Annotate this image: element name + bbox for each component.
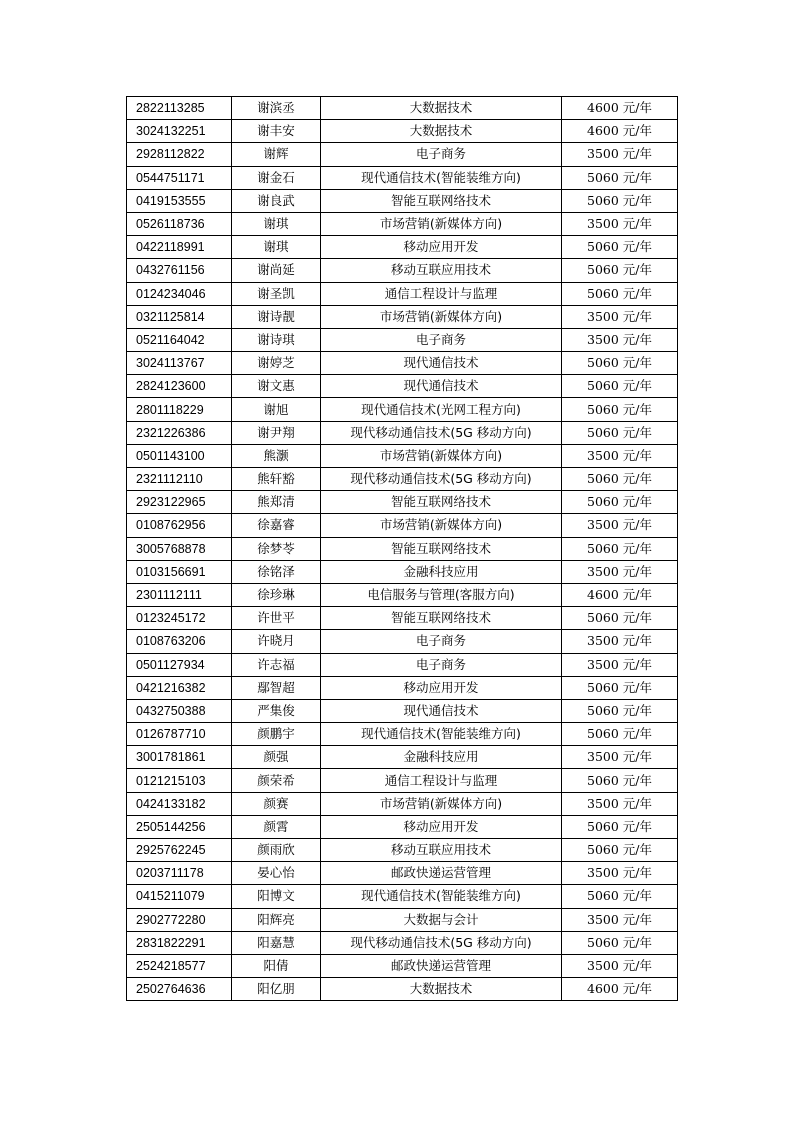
major-cell: 现代通信技术(智能装维方向) (321, 723, 562, 746)
student-name-cell: 谢滨丞 (232, 97, 321, 120)
tuition-fee-cell: 3500 元/年 (562, 746, 678, 769)
student-id-cell: 0126787710 (127, 723, 232, 746)
major-cell: 现代通信技术 (321, 699, 562, 722)
table-row (127, 375, 678, 398)
major-cell: 市场营销(新媒体方向) (321, 212, 562, 235)
major-cell: 现代通信技术(智能装维方向) (321, 166, 562, 189)
student-name-cell: 颜鹏宇 (232, 723, 321, 746)
student-id-cell: 3024113767 (127, 352, 232, 375)
student-name-cell: 谢丰安 (232, 120, 321, 143)
student-name-cell: 许世平 (232, 607, 321, 630)
student-id-cell: 0103156691 (127, 560, 232, 583)
major-cell: 智能互联网络技术 (321, 491, 562, 514)
student-name-cell: 谢金石 (232, 166, 321, 189)
student-name-cell: 谢尚延 (232, 259, 321, 282)
table-row (127, 769, 678, 792)
table-row (127, 421, 678, 444)
major-cell: 移动应用开发 (321, 676, 562, 699)
table-row (127, 97, 678, 120)
major-cell: 现代通信技术 (321, 352, 562, 375)
major-cell: 现代移动通信技术(5G 移动方向) (321, 931, 562, 954)
major-cell: 移动互联应用技术 (321, 259, 562, 282)
table-row (127, 746, 678, 769)
student-id-cell: 0108762956 (127, 514, 232, 537)
student-id-cell: 2902772280 (127, 908, 232, 931)
student-id-cell: 2301112111 (127, 583, 232, 606)
table-row (127, 328, 678, 351)
student-id-cell: 0544751171 (127, 166, 232, 189)
tuition-fee-cell: 3500 元/年 (562, 305, 678, 328)
tuition-fee-cell: 5060 元/年 (562, 375, 678, 398)
major-cell: 移动应用开发 (321, 236, 562, 259)
student-name-cell: 徐珍琳 (232, 583, 321, 606)
table-row (127, 630, 678, 653)
table-row (127, 398, 678, 421)
major-cell: 大数据技术 (321, 120, 562, 143)
student-id-cell: 2505144256 (127, 815, 232, 838)
major-cell: 电子商务 (321, 328, 562, 351)
major-cell: 智能互联网络技术 (321, 607, 562, 630)
student-id-cell: 0501143100 (127, 444, 232, 467)
tuition-fee-cell: 5060 元/年 (562, 537, 678, 560)
student-name-cell: 阳嘉慧 (232, 931, 321, 954)
table-row (127, 607, 678, 630)
table-row (127, 120, 678, 143)
major-cell: 金融科技应用 (321, 746, 562, 769)
tuition-fee-cell: 5060 元/年 (562, 491, 678, 514)
major-cell: 邮政快递运营管理 (321, 862, 562, 885)
student-id-cell: 2502764636 (127, 978, 232, 1001)
student-id-cell: 0526118736 (127, 212, 232, 235)
table-row (127, 885, 678, 908)
major-cell: 市场营销(新媒体方向) (321, 305, 562, 328)
table-row (127, 560, 678, 583)
tuition-fee-cell: 3500 元/年 (562, 328, 678, 351)
table-row (127, 978, 678, 1001)
student-name-cell: 许晓月 (232, 630, 321, 653)
student-name-cell: 颜强 (232, 746, 321, 769)
student-name-cell: 徐梦苓 (232, 537, 321, 560)
student-id-cell: 2928112822 (127, 143, 232, 166)
student-name-cell: 阳亿朋 (232, 978, 321, 1001)
tuition-fee-cell: 3500 元/年 (562, 212, 678, 235)
student-id-cell: 0421216382 (127, 676, 232, 699)
student-id-cell: 0203711178 (127, 862, 232, 885)
major-cell: 电信服务与管理(客服方向) (321, 583, 562, 606)
student-name-cell: 熊灏 (232, 444, 321, 467)
tuition-fee-cell: 4600 元/年 (562, 978, 678, 1001)
student-id-cell: 0415211079 (127, 885, 232, 908)
student-id-cell: 3001781861 (127, 746, 232, 769)
major-cell: 现代通信技术(智能装维方向) (321, 885, 562, 908)
student-name-cell: 谢圣凯 (232, 282, 321, 305)
tuition-fee-cell: 5060 元/年 (562, 839, 678, 862)
student-name-cell: 阳倩 (232, 954, 321, 977)
tuition-fee-cell: 5060 元/年 (562, 421, 678, 444)
major-cell: 智能互联网络技术 (321, 189, 562, 212)
student-fee-table (126, 96, 678, 1001)
student-id-cell: 2321226386 (127, 421, 232, 444)
tuition-fee-cell: 5060 元/年 (562, 398, 678, 421)
tuition-fee-cell: 5060 元/年 (562, 166, 678, 189)
table-row (127, 954, 678, 977)
student-name-cell: 鄢智超 (232, 676, 321, 699)
student-id-cell: 0521164042 (127, 328, 232, 351)
table-row (127, 908, 678, 931)
major-cell: 通信工程设计与监理 (321, 769, 562, 792)
major-cell: 市场营销(新媒体方向) (321, 514, 562, 537)
student-id-cell: 3005768878 (127, 537, 232, 560)
table-row (127, 189, 678, 212)
table-row (127, 166, 678, 189)
major-cell: 现代通信技术(光网工程方向) (321, 398, 562, 421)
table-row (127, 491, 678, 514)
tuition-fee-cell: 3500 元/年 (562, 630, 678, 653)
tuition-fee-cell: 5060 元/年 (562, 352, 678, 375)
student-id-cell: 0422118991 (127, 236, 232, 259)
tuition-fee-cell: 5060 元/年 (562, 189, 678, 212)
student-name-cell: 谢琪 (232, 212, 321, 235)
table-row (127, 931, 678, 954)
major-cell: 大数据与会计 (321, 908, 562, 931)
table-row (127, 862, 678, 885)
tuition-fee-cell: 3500 元/年 (562, 560, 678, 583)
major-cell: 移动应用开发 (321, 815, 562, 838)
major-cell: 电子商务 (321, 630, 562, 653)
student-name-cell: 颜荣希 (232, 769, 321, 792)
student-name-cell: 徐铭泽 (232, 560, 321, 583)
tuition-fee-cell: 3500 元/年 (562, 143, 678, 166)
major-cell: 市场营销(新媒体方向) (321, 444, 562, 467)
student-name-cell: 谢辉 (232, 143, 321, 166)
student-name-cell: 谢琪 (232, 236, 321, 259)
table-row (127, 792, 678, 815)
student-name-cell: 谢诗靓 (232, 305, 321, 328)
student-id-cell: 2321112110 (127, 468, 232, 491)
student-name-cell: 谢旭 (232, 398, 321, 421)
major-cell: 电子商务 (321, 143, 562, 166)
student-name-cell: 许志福 (232, 653, 321, 676)
major-cell: 大数据技术 (321, 97, 562, 120)
major-cell: 市场营销(新媒体方向) (321, 792, 562, 815)
student-name-cell: 严集俊 (232, 699, 321, 722)
tuition-fee-cell: 5060 元/年 (562, 282, 678, 305)
student-name-cell: 颜霄 (232, 815, 321, 838)
table-row (127, 236, 678, 259)
table-row (127, 143, 678, 166)
major-cell: 电子商务 (321, 653, 562, 676)
table-row (127, 468, 678, 491)
student-name-cell: 谢尹翔 (232, 421, 321, 444)
table-row (127, 676, 678, 699)
table-row (127, 212, 678, 235)
student-id-cell: 2925762245 (127, 839, 232, 862)
tuition-fee-cell: 5060 元/年 (562, 676, 678, 699)
table-body (127, 97, 678, 1001)
tuition-fee-cell: 3500 元/年 (562, 792, 678, 815)
major-cell: 金融科技应用 (321, 560, 562, 583)
student-name-cell: 阳博文 (232, 885, 321, 908)
tuition-fee-cell: 5060 元/年 (562, 468, 678, 491)
tuition-fee-cell: 4600 元/年 (562, 97, 678, 120)
major-cell: 现代移动通信技术(5G 移动方向) (321, 421, 562, 444)
student-name-cell: 徐嘉睿 (232, 514, 321, 537)
major-cell: 现代移动通信技术(5G 移动方向) (321, 468, 562, 491)
student-id-cell: 0321125814 (127, 305, 232, 328)
table-row (127, 723, 678, 746)
student-id-cell: 0432750388 (127, 699, 232, 722)
student-id-cell: 3024132251 (127, 120, 232, 143)
table-row (127, 259, 678, 282)
student-id-cell: 2524218577 (127, 954, 232, 977)
student-id-cell: 0432761156 (127, 259, 232, 282)
student-name-cell: 晏心怡 (232, 862, 321, 885)
student-id-cell: 2923122965 (127, 491, 232, 514)
table-row (127, 839, 678, 862)
tuition-fee-cell: 5060 元/年 (562, 931, 678, 954)
student-id-cell: 2831822291 (127, 931, 232, 954)
tuition-fee-cell: 3500 元/年 (562, 862, 678, 885)
student-id-cell: 0419153555 (127, 189, 232, 212)
tuition-fee-cell: 3500 元/年 (562, 954, 678, 977)
student-id-cell: 0123245172 (127, 607, 232, 630)
tuition-fee-cell: 5060 元/年 (562, 236, 678, 259)
student-name-cell: 谢文惠 (232, 375, 321, 398)
student-id-cell: 0124234046 (127, 282, 232, 305)
table-row (127, 352, 678, 375)
tuition-fee-cell: 5060 元/年 (562, 815, 678, 838)
tuition-fee-cell: 5060 元/年 (562, 769, 678, 792)
major-cell: 大数据技术 (321, 978, 562, 1001)
student-id-cell: 2801118229 (127, 398, 232, 421)
table-row (127, 699, 678, 722)
tuition-fee-cell: 3500 元/年 (562, 653, 678, 676)
student-id-cell: 0108763206 (127, 630, 232, 653)
student-name-cell: 阳辉亮 (232, 908, 321, 931)
table-row (127, 514, 678, 537)
tuition-fee-cell: 5060 元/年 (562, 607, 678, 630)
table-row (127, 444, 678, 467)
table-row (127, 653, 678, 676)
student-name-cell: 颜雨欣 (232, 839, 321, 862)
student-id-cell: 2824123600 (127, 375, 232, 398)
tuition-fee-cell: 5060 元/年 (562, 885, 678, 908)
major-cell: 智能互联网络技术 (321, 537, 562, 560)
tuition-fee-cell: 3500 元/年 (562, 908, 678, 931)
student-id-cell: 0424133182 (127, 792, 232, 815)
tuition-fee-cell: 5060 元/年 (562, 699, 678, 722)
tuition-fee-cell: 3500 元/年 (562, 444, 678, 467)
table-row (127, 815, 678, 838)
student-id-cell: 0121215103 (127, 769, 232, 792)
student-name-cell: 颜赛 (232, 792, 321, 815)
student-id-cell: 2822113285 (127, 97, 232, 120)
student-id-cell: 0501127934 (127, 653, 232, 676)
major-cell: 邮政快递运营管理 (321, 954, 562, 977)
tuition-fee-cell: 4600 元/年 (562, 120, 678, 143)
table-row (127, 305, 678, 328)
table-row (127, 282, 678, 305)
student-name-cell: 谢诗琪 (232, 328, 321, 351)
student-name-cell: 熊轩豁 (232, 468, 321, 491)
tuition-fee-cell: 5060 元/年 (562, 259, 678, 282)
table-row (127, 537, 678, 560)
tuition-fee-cell: 3500 元/年 (562, 514, 678, 537)
tuition-fee-cell: 4600 元/年 (562, 583, 678, 606)
major-cell: 通信工程设计与监理 (321, 282, 562, 305)
student-name-cell: 熊郑清 (232, 491, 321, 514)
major-cell: 现代通信技术 (321, 375, 562, 398)
student-name-cell: 谢良武 (232, 189, 321, 212)
student-name-cell: 谢婷芝 (232, 352, 321, 375)
tuition-fee-cell: 5060 元/年 (562, 723, 678, 746)
table-row (127, 583, 678, 606)
major-cell: 移动互联应用技术 (321, 839, 562, 862)
